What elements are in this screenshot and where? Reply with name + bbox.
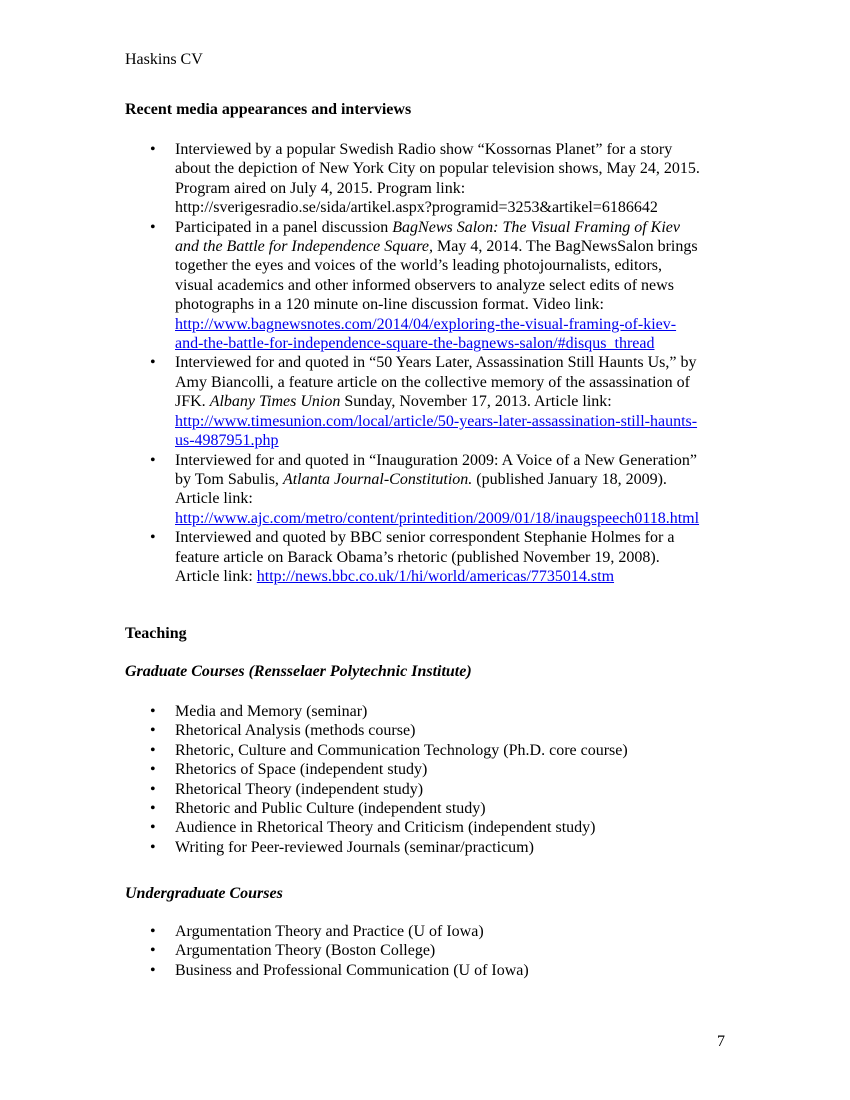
course-item: • Argumentation Theory (Boston College) — [175, 941, 735, 960]
publication-name: Albany Times Union — [209, 393, 341, 411]
course-item: • Rhetorics of Space (independent study) — [175, 760, 735, 779]
course-item: • Media and Memory (seminar) — [175, 702, 735, 721]
graduate-courses-heading: Graduate Courses (Rensselaer Polytechnic Institute) — [125, 663, 472, 680]
course-item: • Rhetorical Theory (independent study) — [175, 780, 735, 799]
media-item-ajc: • Interviewed for and quoted in “Inauguration 2009: A Voice of a New Generation” by Tom Sabulis, Atlanta Journal-Constitution. (published January 18, 2009). Article link: http://www.ajc.com/metro/content/printedition/2009/01/18/inaugspeech0118.html — [175, 451, 735, 529]
teaching-heading: Teaching — [125, 625, 187, 642]
course-item: • Rhetoric and Public Culture (independent study) — [175, 799, 735, 818]
media-item-bbc: • Interviewed and quoted by BBC senior correspondent Stephanie Holmes for a feature article on Barack Obama’s rhetoric (published November 19, 2008). Article link: http://news.bbc.co.uk/1/hi/world/americas/7735014.stm — [175, 528, 735, 586]
course-item: • Business and Professional Communication (U of Iowa) — [175, 961, 735, 980]
times-union-article-link[interactable]: http://www.timesunion.com/local/article/50-years-later-assassination-still-haunts- — [175, 412, 698, 430]
page-number: 7 — [717, 1033, 725, 1050]
media-item-bagnews-salon: • Participated in a panel discussion BagNews Salon: The Visual Framing of Kiev and the Battle for Independence Square, May 4, 2014. The BagNewsSalon brings together the eyes and voices of the world’s leading photojournalists, editors, visual academics and other informed observers to analyze select edits of news photographs in a 120 minute on-line discussion format. Video link: http://www.bagnewsnotes.com/2014/04/exploring-the-visual-framing-of-kiev- and-the-battle-for-independence-square-the-bagnews-salon/#disqus_thread — [175, 218, 735, 354]
course-item: • Audience in Rhetorical Theory and Criticism (independent study) — [175, 818, 735, 837]
media-heading: Recent media appearances and interviews — [125, 101, 412, 118]
times-union-article-link-cont[interactable]: us-4987951.php — [175, 432, 279, 450]
bagnews-video-link[interactable]: http://www.bagnewsnotes.com/2014/04/exploring-the-visual-framing-of-kiev- — [175, 315, 677, 333]
bagnews-video-link-cont[interactable]: and-the-battle-for-independence-square-the-bagnews-salon/#disqus_thread — [175, 335, 655, 353]
salon-title-cont: and the Battle for Independence Square, — [175, 238, 433, 256]
undergraduate-course-list — [175, 922, 735, 980]
course-item: • Rhetoric, Culture and Communication Technology (Ph.D. core course) — [175, 741, 735, 760]
graduate-course-list — [175, 702, 735, 857]
course-item: • Rhetorical Analysis (methods course) — [175, 721, 735, 740]
bbc-article-link[interactable]: http://news.bbc.co.uk/1/hi/world/americas/7735014.stm — [256, 567, 615, 585]
salon-title: BagNews Salon: The Visual Framing of Kiev — [392, 218, 680, 236]
media-item-times-union: • Interviewed for and quoted in “50 Years Later, Assassination Still Haunts Us,” by Amy Biancolli, a feature article on the collective memory of the assassination of JFK. Albany Times Union Sunday, November 17, 2013. Article link: http://www.timesunion.com/local/article/50-years-later-assassination-still-haunts- us-4987951.php — [175, 353, 735, 450]
course-item: • Writing for Peer-reviewed Journals (seminar/practicum) — [175, 838, 735, 857]
running-title: Haskins CV — [125, 51, 203, 68]
course-item: • Argumentation Theory and Practice (U of Iowa) — [175, 922, 735, 941]
ajc-article-link[interactable]: http://www.ajc.com/metro/content/printedition/2009/01/18/inaugspeech0118.html — [175, 509, 700, 527]
media-list — [175, 140, 735, 586]
program-url: http://sverigesradio.se/sida/artikel.aspx?programid=3253&artikel=6186642 — [175, 199, 658, 217]
media-item-swedish-radio: • Interviewed by a popular Swedish Radio show “Kossornas Planet” for a story about the depiction of New York City on popular television shows, May 24, 2015. Program aired on July 4, 2015. Program link: http://sverigesradio.se/sida/artikel.aspx?programid=3253&artikel=6186642 — [175, 140, 735, 218]
publication-name: Atlanta Journal-Constitution. — [282, 470, 473, 488]
undergraduate-courses-heading: Undergraduate Courses — [125, 885, 283, 902]
